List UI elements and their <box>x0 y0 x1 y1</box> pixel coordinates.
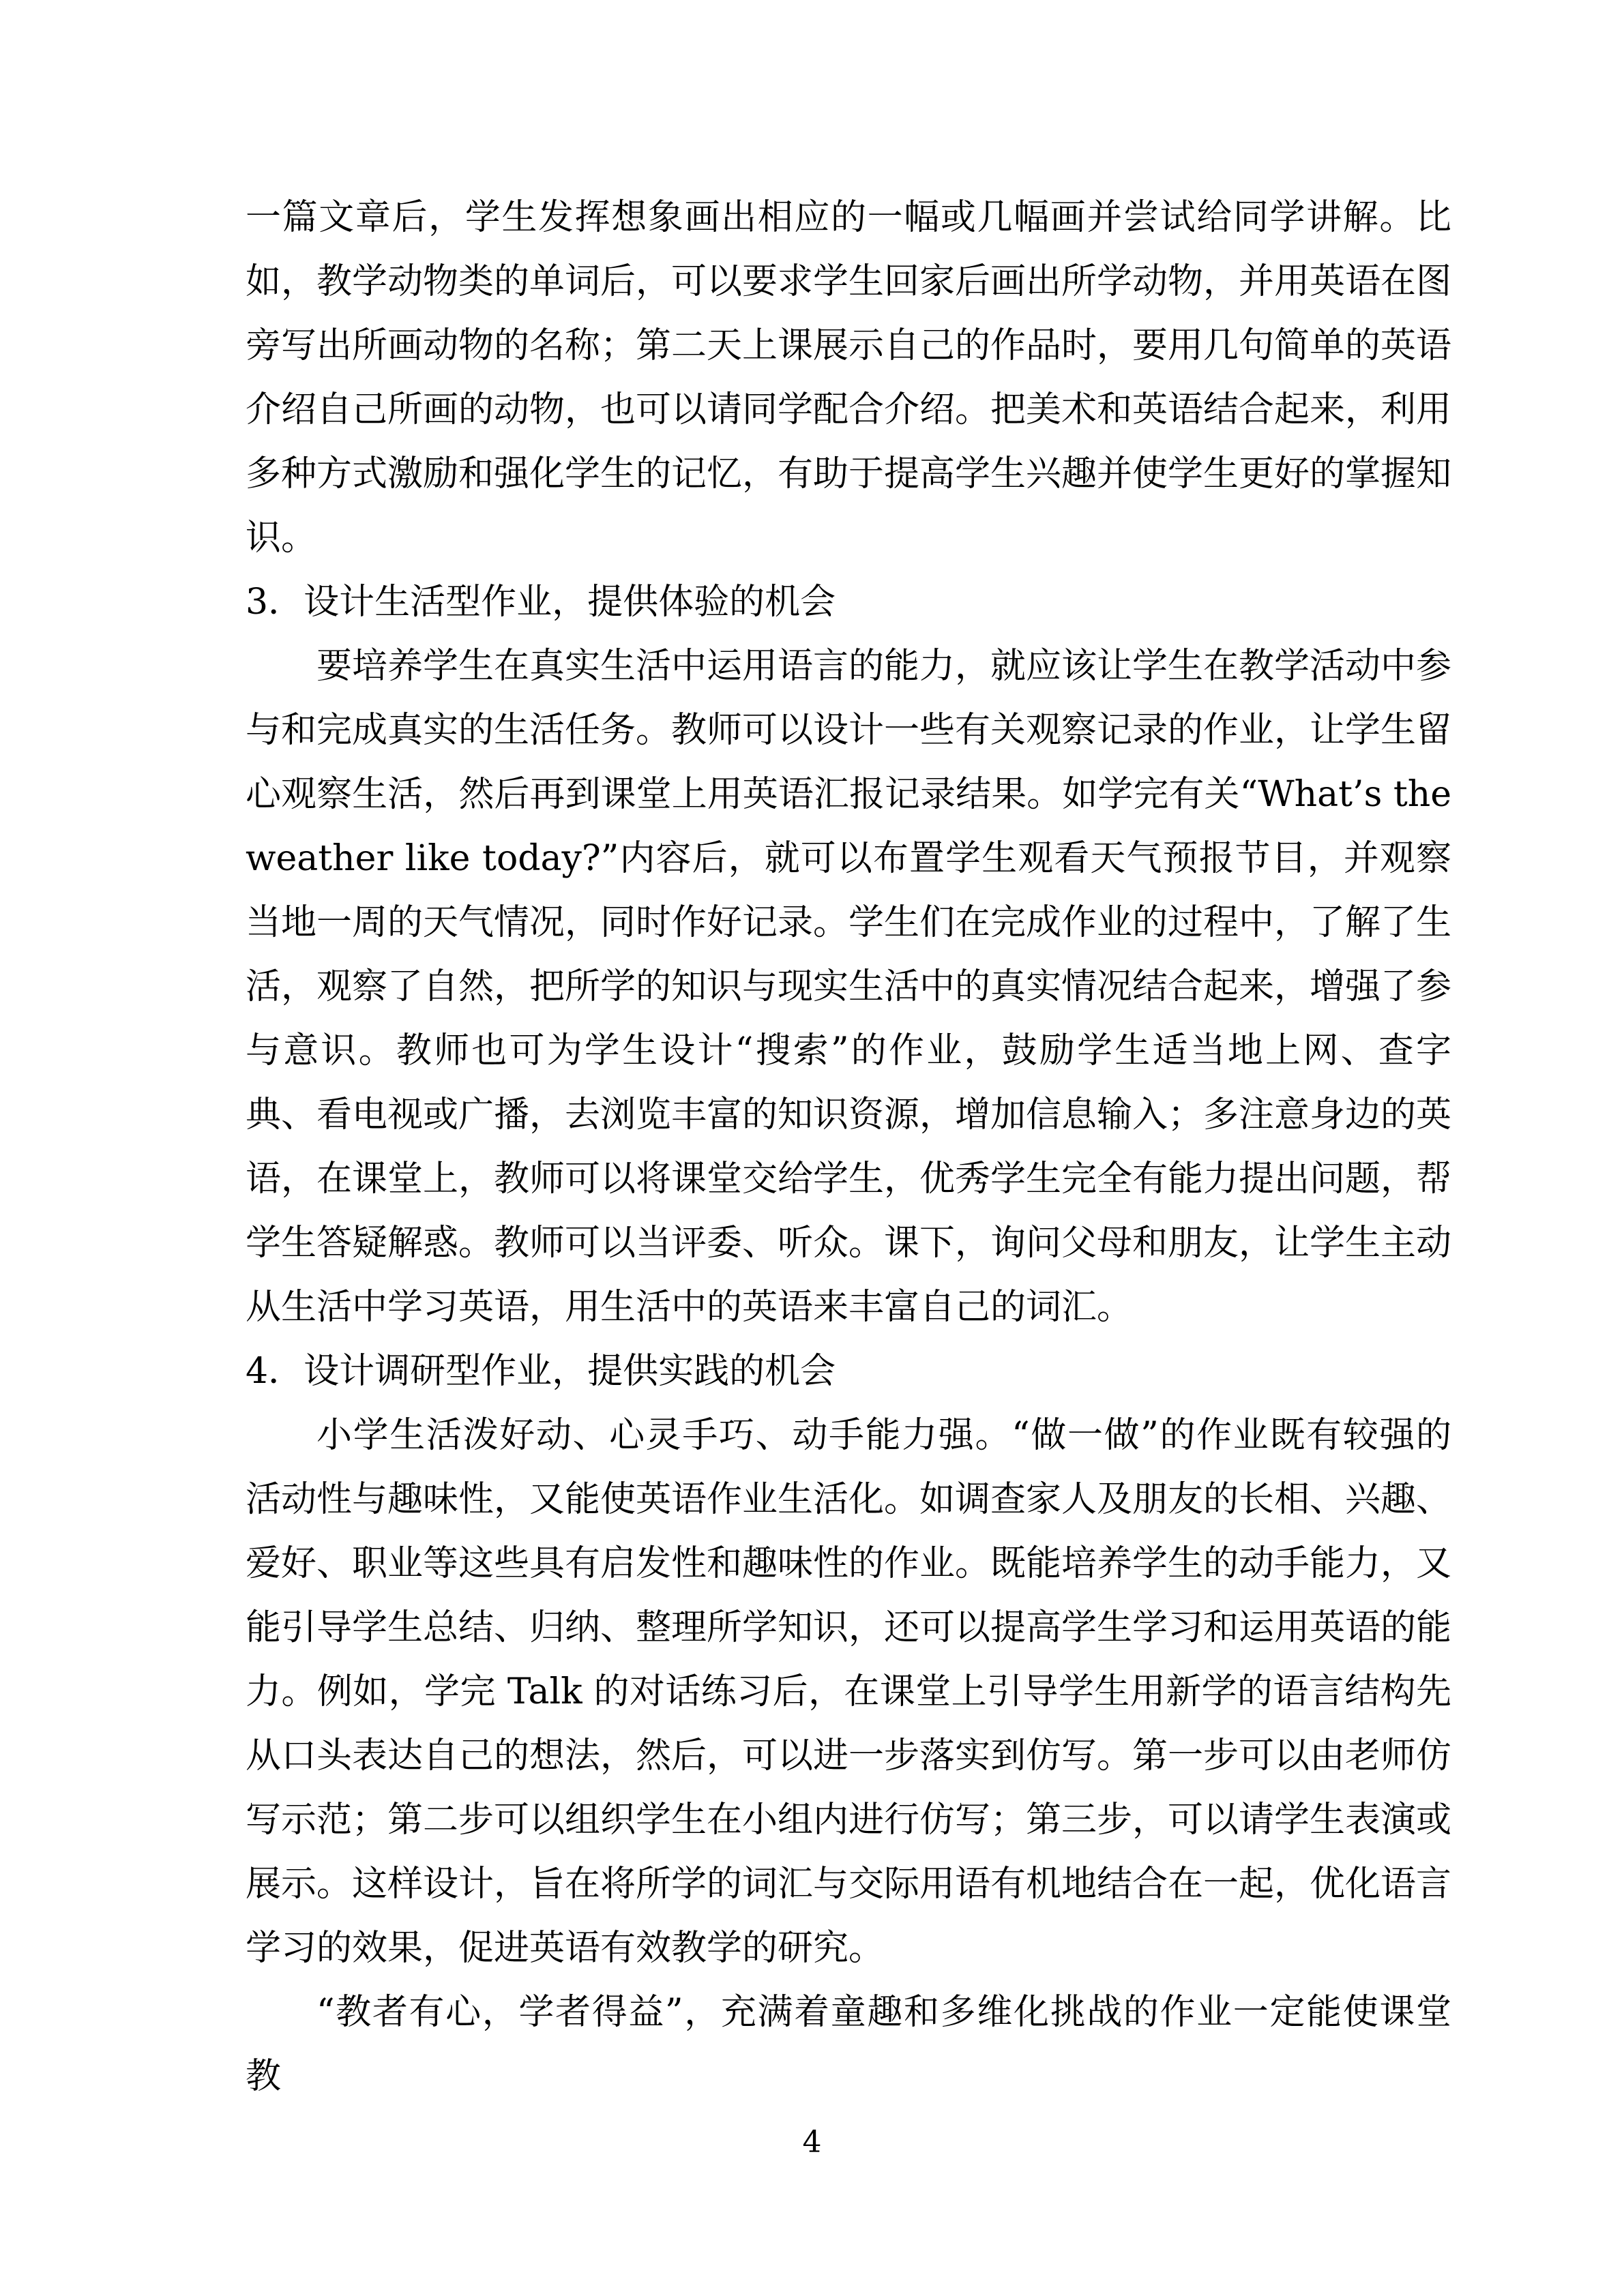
paragraph-continuation: 一篇文章后，学生发挥想象画出相应的一幅或几幅画并尝试给同学讲解。比如，教学动物类的单词后，可以要求学生回家后画出所学动物，并用英语在图旁写出所画动物的名称；第二天上课展示自己的作品时，要用几句简单的英语介绍自己所画的动物，也可以请同学配合介绍。把美术和英语结合起来，利用多种方式激励和强化学生的记忆，有助于提高学生兴趣并使学生更好的掌握知识。 <box>246 197 1452 558</box>
paragraph-life-homework: 要培养学生在真实生活中运用语言的能力，就应该让学生在教学活动中参与和完成真实的生活任务。教师可以设计一些有关观察记录的作业，让学生留心观察生活，然后再到课堂上用英语汇报记录结果。如学完有关“What’s the weather like today?”内容后，就可以布置学生观看天气预报节目，并观察当地一周的天气情况，同时作好记录。学生们在完成作业的过程中，了解了生活，观察了自然，把所学的知识与现实生活中的真实情况结合起来，增强了参与意识。教师也可为学生设计“搜索”的作业，鼓励学生适当地上网、查字典、看电视或广播，去浏览丰富的知识资源，增加信息输入；多注意身边的英语，在课堂上，教师可以将课堂交给学生，优秀学生完全有能力提出问题，帮学生答疑解惑。教师可以当评委、听众。课下，询问父母和朋友，让学生主动从生活中学习英语，用生活中的英语来丰富自己的词汇。 <box>246 646 1452 1328</box>
paragraph-closing: “教者有心，学者得益”，充满着童趣和多维化挑战的作业一定能使课堂教 <box>246 1992 1451 2097</box>
section-heading-3: 3．设计生活型作业，提供体验的机会 <box>246 582 836 623</box>
section-heading-4: 4．设计调研型作业，提供实践的机会 <box>246 1351 836 1392</box>
page-number: 4 <box>802 2125 822 2160</box>
document-body <box>246 185 1451 2108</box>
paragraph-research-homework: 小学生活泼好动、心灵手巧、动手能力强。“做一做”的作业既有较强的活动性与趣味性，又能使英语作业生活化。如调查家人及朋友的长相、兴趣、爱好、职业等这些具有启发性和趣味性的作业。既能培养学生的动手能力，又能引导学生总结、归纳、整理所学知识，还可以提高学生学习和运用英语的能力。例如，学完 Talk 的对话练习后，在课堂上引导学生用新学的语言结构先从口头表达自己的想法，然后，可以进一步落实到仿写。第一步可以由老师仿写示范；第二步可以组织学生在小组内进行仿写；第三步，可以请学生表演或展示。这样设计，旨在将所学的词汇与交际用语有机地结合在一起，优化语言学习的效果，促进英语有效教学的研究。 <box>246 1415 1452 1969</box>
